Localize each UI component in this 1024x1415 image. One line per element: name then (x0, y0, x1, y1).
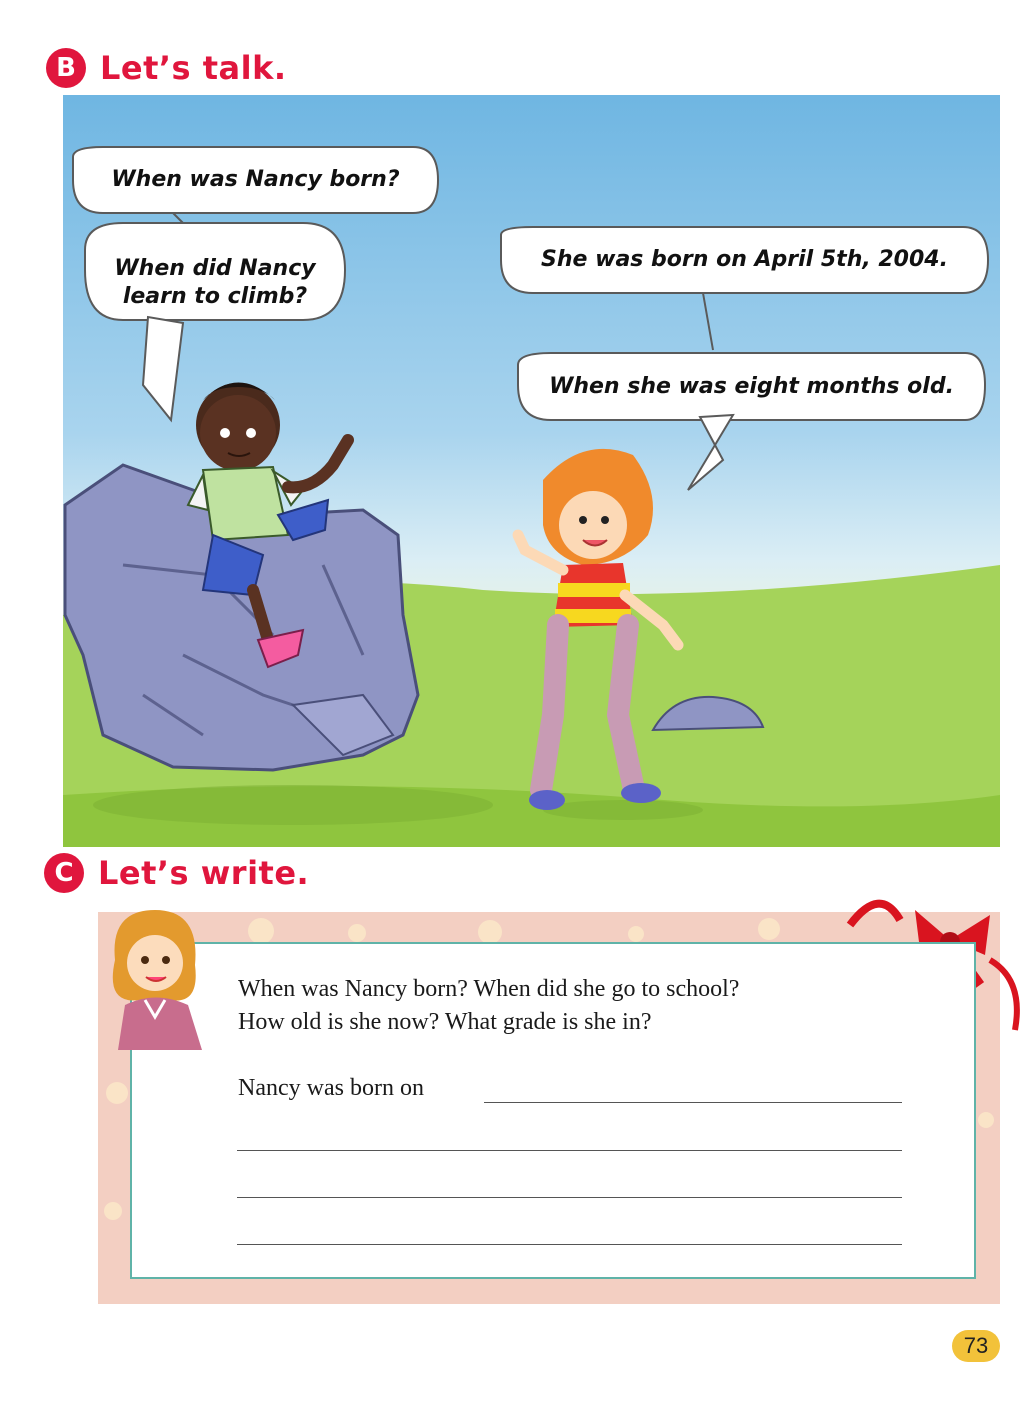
bubble-boy-q2-line2: learn to climb? (122, 284, 308, 309)
answer-line-1[interactable] (484, 1102, 902, 1103)
bubble-girl-a1-text: She was born on April 5th, 2004. (541, 247, 948, 272)
section-c-header (44, 853, 309, 893)
prompt-line-2: How old is she now? What grade is she in? (238, 1009, 652, 1035)
answer-line-3[interactable] (237, 1197, 902, 1198)
section-b-header (46, 48, 287, 88)
bubble-boy-q2-line1: When did Nancy (114, 256, 316, 281)
bubble-girl-a2-text: When she was eight months old. (549, 374, 954, 399)
starter-text: Nancy was born on (238, 1075, 424, 1101)
girl-avatar (100, 905, 210, 1050)
section-b-badge: B (46, 48, 86, 88)
page-number: 73 (952, 1330, 1000, 1362)
section-c-badge: C (44, 853, 84, 893)
talk-illustration (63, 95, 1000, 847)
scene-drawing (63, 95, 1000, 847)
answer-line-2[interactable] (237, 1150, 902, 1151)
bubble-boy-q1-text: When was Nancy born? (111, 167, 400, 192)
answer-line-4[interactable] (237, 1244, 902, 1245)
section-b-title: Let’s talk. (100, 49, 287, 87)
prompt-line-1: When was Nancy born? When did she go to school? (238, 976, 740, 1002)
section-c-title: Let’s write. (98, 854, 310, 892)
